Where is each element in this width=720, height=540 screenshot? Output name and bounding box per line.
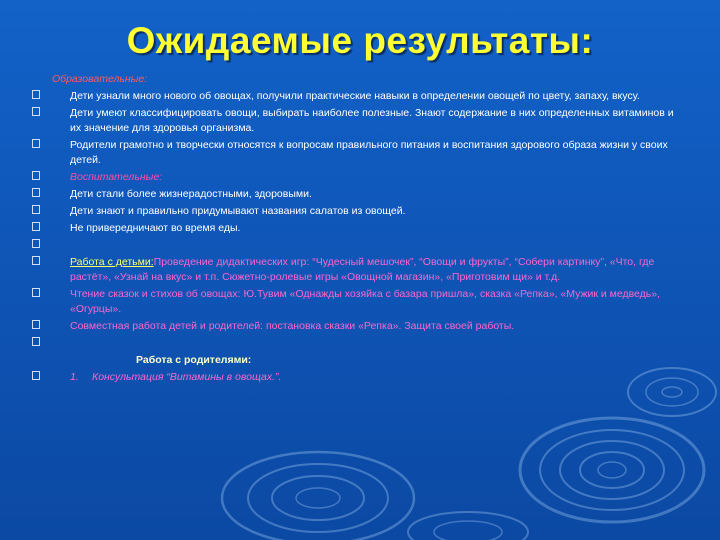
list-item: Дети умеют классифицировать овощи, выбирать наиболее полезные. Знают содержание в них определенных витаминов и их значение для здоровья организма.	[28, 106, 678, 136]
square-bullet-icon	[32, 256, 40, 265]
square-bullet-icon	[32, 171, 40, 180]
heading-educational: Образовательные:	[52, 73, 148, 85]
slide-title: Ожидаемые результаты:	[126, 20, 594, 61]
list-item: Дети знают и правильно придумывают названия салатов из овощей.	[28, 204, 678, 219]
slide-content	[28, 72, 678, 385]
square-bullet-icon	[32, 288, 40, 297]
square-bullet-icon	[32, 337, 40, 346]
square-bullet-icon	[32, 139, 40, 148]
heading-upbringing: Воспитательные:	[28, 170, 678, 185]
heading-parents: Работа с родителями:	[136, 354, 252, 366]
list-item: Дети стали более жизнерадостными, здоровыми.	[28, 187, 678, 202]
list-item: Дети узнали много нового об овощах, получили практические навыки в определении овощей по цвету, запаху, вкусу.	[28, 89, 678, 104]
square-bullet-icon	[32, 239, 40, 248]
list-item: Не привередничают во время еды.	[28, 221, 678, 236]
empty-item	[28, 336, 678, 351]
empty-item	[28, 238, 678, 253]
square-bullet-icon	[32, 107, 40, 116]
square-bullet-icon	[32, 222, 40, 231]
square-bullet-icon	[32, 371, 40, 380]
list-item-reading: Чтение сказок и стихов об овощах: Ю.Тувим «Однажды хозяйка с базара пришла», сказка «Репка», «Мужик и медведь», «Огурцы».	[28, 287, 678, 317]
list-item-consultation: 1. Консультация “Витамины в овощах.”.	[28, 370, 678, 385]
list-item-joint-work: Совместная работа детей и родителей: постановка сказки «Репка». Защита своей работы.	[28, 319, 678, 334]
list-item: Родители грамотно и творчески относятся к вопросам правильного питания и воспитания здорового образа жизни у своих детей.	[28, 138, 678, 168]
square-bullet-icon	[32, 188, 40, 197]
list-item-work-children: Работа с детьми:Проведение дидактических игр: “Чудесный мешочек”, “Овощи и фрукты”, “Собери картинку”, «Что, где растёт», «Узнай на вкус» и т.п. Сюжетно-ролевые игры «Овощной магазин», «Приготовим щи» и т.д.	[28, 255, 678, 285]
square-bullet-icon	[32, 90, 40, 99]
work-children-label: Работа с детьми:	[70, 256, 154, 268]
square-bullet-icon	[32, 205, 40, 214]
square-bullet-icon	[32, 320, 40, 329]
